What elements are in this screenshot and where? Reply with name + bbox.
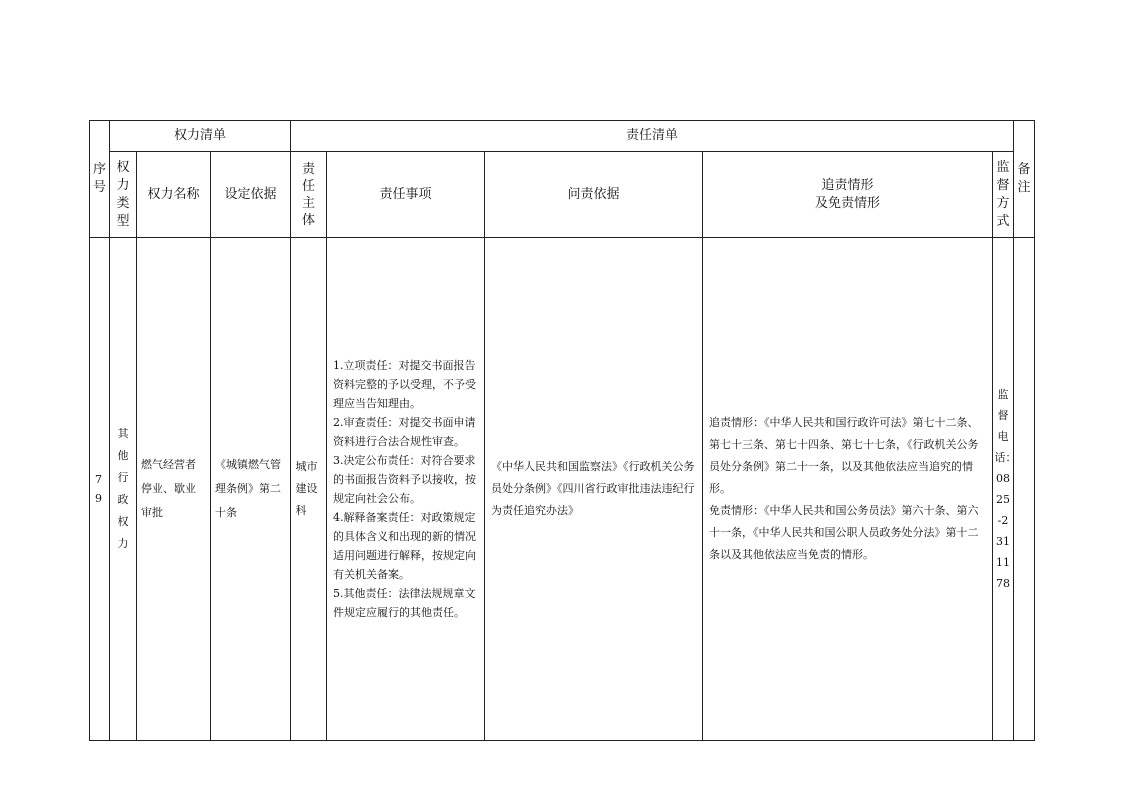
remark-header-label: 备 注 xyxy=(1017,162,1031,195)
accountability-basis-cell xyxy=(485,238,703,741)
supervision-cell xyxy=(993,238,1017,741)
supervision-header-label: 监 督 方 式 xyxy=(996,159,1010,229)
supervision-header xyxy=(993,152,1014,238)
duty-item: 1.立项责任：对提交书面报告资料完整的予以受理，不予受理应当告知理由。 xyxy=(333,359,476,410)
seq-header xyxy=(90,121,110,238)
duty-items-header: 责任事项 xyxy=(327,152,485,238)
basis-cell xyxy=(211,238,291,741)
subject-header-label: 责 任 主 体 xyxy=(301,161,315,228)
power-name-header: 权力名称 xyxy=(137,152,211,238)
basis-header: 设定依据 xyxy=(211,152,291,238)
seq-value: 79 xyxy=(95,473,104,505)
seq-cell xyxy=(90,238,110,741)
duty-item: 2.审查责任：对提交书面申请资料进行合法合规性审查。 xyxy=(333,416,476,448)
remark-header xyxy=(1014,121,1035,238)
pursue-text: 追责情形：《中华人民共和国行政许可法》第七十二条、第七十三条、第七十四条、第七十七条，《行政机关公务员处分条例》第二十一条，以及其他依法应当追究的情形。 xyxy=(709,416,979,495)
responsibility-table xyxy=(89,120,1035,741)
accountability-basis-value: 《中华人民共和国监察法》《行政机关公务员处分条例》《四川省行政审批违法违纪行为责任追究办法》 xyxy=(491,460,695,517)
power-name-value: 燃气经营者停业、歇业审批 xyxy=(141,458,196,519)
power-list-header: 权力清单 xyxy=(110,121,291,152)
remark-cell xyxy=(1014,238,1035,741)
duty-items-cell xyxy=(327,238,485,741)
seq-header-label: 序 号 xyxy=(92,162,106,195)
subject-value: 城市建设科 xyxy=(295,460,318,517)
exempt-text: 免责情形：《中华人民共和国公务员法》第六十条、第六十一条，《中华人民共和国公职人员政务处分法》第十二条以及其他依法应当免责的情形。 xyxy=(709,504,979,561)
pursue-header-line1: 追责情形 xyxy=(821,177,874,193)
power-type-value: 其他行政权力 xyxy=(117,427,129,550)
supervision-value: 监督电话：0825-2311178 xyxy=(994,388,1017,590)
accountability-basis-header: 问责依据 xyxy=(485,152,703,238)
power-name-cell xyxy=(137,238,211,741)
duty-item: 3.决定公布责任：对符合要求的书面报告资料予以接收，按规定向社会公布。 xyxy=(333,454,476,505)
duty-list-header: 责任清单 xyxy=(291,121,1014,152)
subject-header xyxy=(291,152,327,238)
pursue-exempt-header xyxy=(703,152,993,238)
power-type-header-label: 权 力 类 型 xyxy=(116,159,130,229)
power-type-header xyxy=(110,152,137,238)
power-type-cell xyxy=(110,238,137,741)
basis-value: 《城镇燃气管理条例》第二十条 xyxy=(215,458,281,519)
duty-item: 4.解释备案责任：对政策规定的具体含义和出现的新的情况适用问题进行解释，按规定向有关机关备案。 xyxy=(333,511,476,581)
pursue-header-line2: 及免责情形 xyxy=(814,195,880,211)
pursue-exempt-cell xyxy=(703,238,993,741)
subject-cell xyxy=(291,238,327,741)
duty-item: 5.其他责任：法律法规规章文件规定应履行的其他责任。 xyxy=(333,587,476,619)
